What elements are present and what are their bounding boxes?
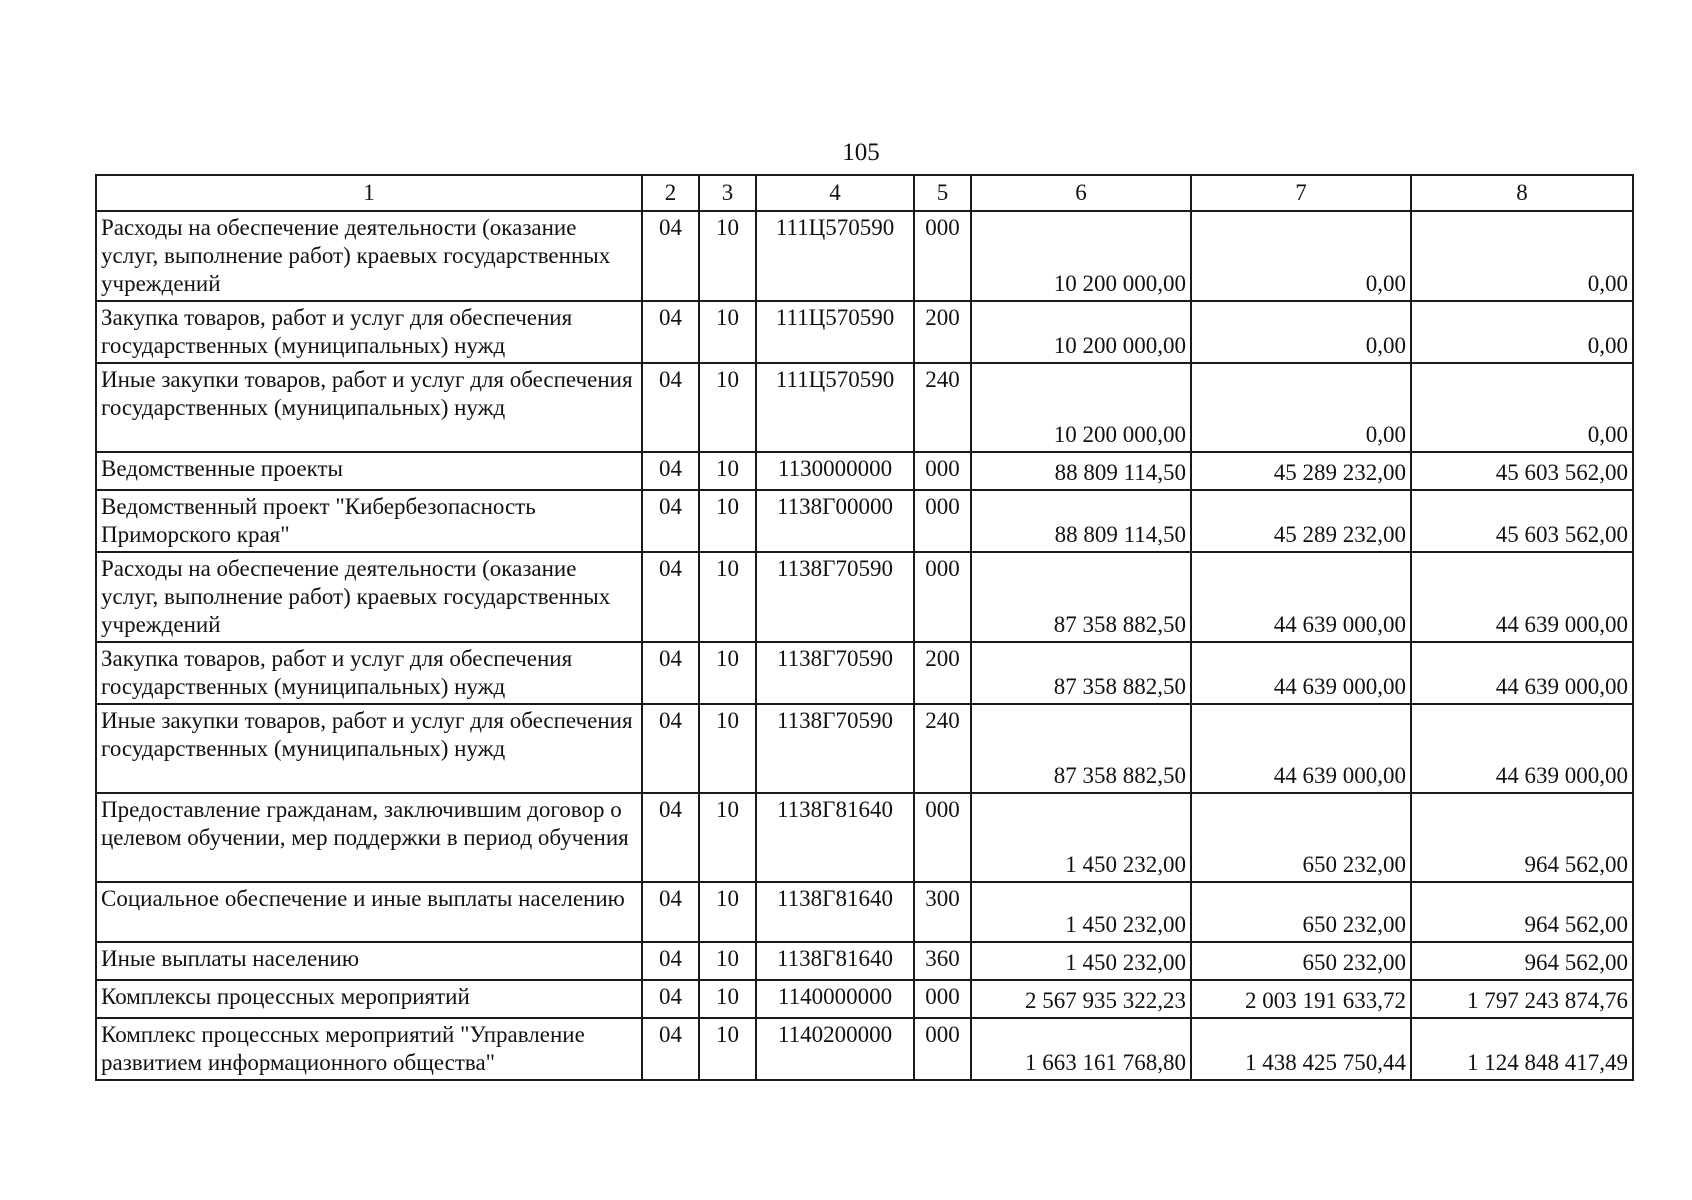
amount-year-1: 88 809 114,50 bbox=[971, 490, 1191, 552]
expense-type-code: 000 bbox=[914, 452, 971, 490]
section-code: 04 bbox=[642, 942, 699, 980]
amount-year-1: 87 358 882,50 bbox=[971, 704, 1191, 793]
amount-year-3: 45 603 562,00 bbox=[1411, 452, 1633, 490]
amount-year-2: 0,00 bbox=[1191, 211, 1411, 301]
amount-year-3: 964 562,00 bbox=[1411, 882, 1633, 942]
amount-year-2: 0,00 bbox=[1191, 363, 1411, 452]
section-code: 04 bbox=[642, 793, 699, 882]
amount-year-1: 1 450 232,00 bbox=[971, 942, 1191, 980]
expense-type-code: 300 bbox=[914, 882, 971, 942]
subsection-code: 10 bbox=[699, 882, 756, 942]
section-code: 04 bbox=[642, 552, 699, 642]
amount-year-2: 44 639 000,00 bbox=[1191, 642, 1411, 704]
amount-year-2: 650 232,00 bbox=[1191, 942, 1411, 980]
target-article-code: 1138Г70590 bbox=[756, 642, 914, 704]
table-row bbox=[96, 642, 1633, 704]
table-row bbox=[96, 704, 1633, 793]
table-row bbox=[96, 552, 1633, 642]
expense-name: Расходы на обеспечение деятельности (оказание услуг, выполнение работ) краевых государственных учреждений bbox=[96, 552, 642, 642]
expense-type-code: 200 bbox=[914, 301, 971, 363]
amount-year-2: 45 289 232,00 bbox=[1191, 452, 1411, 490]
expense-type-code: 000 bbox=[914, 1018, 971, 1080]
expense-name: Комплексы процессных мероприятий bbox=[96, 980, 642, 1018]
column-header: 2 bbox=[642, 175, 699, 211]
expense-name: Иные закупки товаров, работ и услуг для обеспечения государственных (муниципальных) нужд bbox=[96, 704, 642, 793]
budget-table bbox=[95, 174, 1634, 1081]
amount-year-3: 0,00 bbox=[1411, 363, 1633, 452]
subsection-code: 10 bbox=[699, 490, 756, 552]
amount-year-2: 44 639 000,00 bbox=[1191, 704, 1411, 793]
expense-name: Предоставление гражданам, заключившим договор о целевом обучении, мер поддержки в период обучения bbox=[96, 793, 642, 882]
expense-name: Комплекс процессных мероприятий "Управление развитием информационного общества" bbox=[96, 1018, 642, 1080]
expense-type-code: 360 bbox=[914, 942, 971, 980]
table-row bbox=[96, 1018, 1633, 1080]
target-article-code: 111Ц570590 bbox=[756, 363, 914, 452]
subsection-code: 10 bbox=[699, 1018, 756, 1080]
amount-year-3: 45 603 562,00 bbox=[1411, 490, 1633, 552]
expense-type-code: 240 bbox=[914, 704, 971, 793]
target-article-code: 111Ц570590 bbox=[756, 211, 914, 301]
amount-year-1: 87 358 882,50 bbox=[971, 642, 1191, 704]
subsection-code: 10 bbox=[699, 301, 756, 363]
target-article-code: 1140000000 bbox=[756, 980, 914, 1018]
target-article-code: 111Ц570590 bbox=[756, 301, 914, 363]
amount-year-3: 44 639 000,00 bbox=[1411, 642, 1633, 704]
expense-name: Закупка товаров, работ и услуг для обеспечения государственных (муниципальных) нужд bbox=[96, 301, 642, 363]
subsection-code: 10 bbox=[699, 552, 756, 642]
amount-year-1: 1 663 161 768,80 bbox=[971, 1018, 1191, 1080]
column-header: 4 bbox=[756, 175, 914, 211]
amount-year-3: 1 124 848 417,49 bbox=[1411, 1018, 1633, 1080]
section-code: 04 bbox=[642, 490, 699, 552]
column-header: 5 bbox=[914, 175, 971, 211]
expense-name: Закупка товаров, работ и услуг для обеспечения государственных (муниципальных) нужд bbox=[96, 642, 642, 704]
section-code: 04 bbox=[642, 980, 699, 1018]
table-row bbox=[96, 490, 1633, 552]
target-article-code: 1130000000 bbox=[756, 452, 914, 490]
target-article-code: 1138Г81640 bbox=[756, 882, 914, 942]
amount-year-1: 10 200 000,00 bbox=[971, 211, 1191, 301]
section-code: 04 bbox=[642, 211, 699, 301]
amount-year-2: 44 639 000,00 bbox=[1191, 552, 1411, 642]
page-number: 105 bbox=[842, 139, 880, 166]
table-row bbox=[96, 363, 1633, 452]
column-header: 3 bbox=[699, 175, 756, 211]
expense-name: Социальное обеспечение и иные выплаты населению bbox=[96, 882, 642, 942]
amount-year-2: 0,00 bbox=[1191, 301, 1411, 363]
expense-type-code: 000 bbox=[914, 552, 971, 642]
target-article-code: 1138Г00000 bbox=[756, 490, 914, 552]
expense-type-code: 000 bbox=[914, 211, 971, 301]
section-code: 04 bbox=[642, 1018, 699, 1080]
amount-year-3: 0,00 bbox=[1411, 301, 1633, 363]
table-row bbox=[96, 211, 1633, 301]
amount-year-1: 2 567 935 322,23 bbox=[971, 980, 1191, 1018]
subsection-code: 10 bbox=[699, 452, 756, 490]
table-row bbox=[96, 882, 1633, 942]
table-row bbox=[96, 980, 1633, 1018]
amount-year-2: 1 438 425 750,44 bbox=[1191, 1018, 1411, 1080]
column-header: 8 bbox=[1411, 175, 1633, 211]
section-code: 04 bbox=[642, 452, 699, 490]
expense-name: Ведомственный проект "Кибербезопасность Приморского края" bbox=[96, 490, 642, 552]
target-article-code: 1138Г81640 bbox=[756, 942, 914, 980]
subsection-code: 10 bbox=[699, 704, 756, 793]
expense-name: Расходы на обеспечение деятельности (оказание услуг, выполнение работ) краевых государственных учреждений bbox=[96, 211, 642, 301]
table-row bbox=[96, 301, 1633, 363]
amount-year-3: 964 562,00 bbox=[1411, 942, 1633, 980]
expense-type-code: 000 bbox=[914, 490, 971, 552]
table-header-row bbox=[96, 175, 1633, 211]
table-row bbox=[96, 452, 1633, 490]
amount-year-1: 10 200 000,00 bbox=[971, 301, 1191, 363]
subsection-code: 10 bbox=[699, 980, 756, 1018]
expense-name: Иные закупки товаров, работ и услуг для обеспечения государственных (муниципальных) нужд bbox=[96, 363, 642, 452]
amount-year-2: 650 232,00 bbox=[1191, 793, 1411, 882]
amount-year-1: 87 358 882,50 bbox=[971, 552, 1191, 642]
subsection-code: 10 bbox=[699, 942, 756, 980]
target-article-code: 1138Г70590 bbox=[756, 704, 914, 793]
target-article-code: 1138Г81640 bbox=[756, 793, 914, 882]
column-header: 1 bbox=[96, 175, 642, 211]
table-row bbox=[96, 793, 1633, 882]
expense-name: Ведомственные проекты bbox=[96, 452, 642, 490]
amount-year-3: 44 639 000,00 bbox=[1411, 552, 1633, 642]
expense-type-code: 200 bbox=[914, 642, 971, 704]
amount-year-1: 10 200 000,00 bbox=[971, 363, 1191, 452]
section-code: 04 bbox=[642, 363, 699, 452]
amount-year-1: 1 450 232,00 bbox=[971, 793, 1191, 882]
target-article-code: 1138Г70590 bbox=[756, 552, 914, 642]
subsection-code: 10 bbox=[699, 642, 756, 704]
target-article-code: 1140200000 bbox=[756, 1018, 914, 1080]
expense-name: Иные выплаты населению bbox=[96, 942, 642, 980]
column-header: 7 bbox=[1191, 175, 1411, 211]
amount-year-3: 0,00 bbox=[1411, 211, 1633, 301]
table-row bbox=[96, 942, 1633, 980]
amount-year-2: 2 003 191 633,72 bbox=[1191, 980, 1411, 1018]
expense-type-code: 240 bbox=[914, 363, 971, 452]
subsection-code: 10 bbox=[699, 793, 756, 882]
amount-year-2: 45 289 232,00 bbox=[1191, 490, 1411, 552]
amount-year-3: 964 562,00 bbox=[1411, 793, 1633, 882]
section-code: 04 bbox=[642, 301, 699, 363]
subsection-code: 10 bbox=[699, 363, 756, 452]
section-code: 04 bbox=[642, 704, 699, 793]
section-code: 04 bbox=[642, 642, 699, 704]
amount-year-3: 1 797 243 874,76 bbox=[1411, 980, 1633, 1018]
amount-year-2: 650 232,00 bbox=[1191, 882, 1411, 942]
amount-year-3: 44 639 000,00 bbox=[1411, 704, 1633, 793]
subsection-code: 10 bbox=[699, 211, 756, 301]
column-header: 6 bbox=[971, 175, 1191, 211]
expense-type-code: 000 bbox=[914, 980, 971, 1018]
amount-year-1: 88 809 114,50 bbox=[971, 452, 1191, 490]
section-code: 04 bbox=[642, 882, 699, 942]
expense-type-code: 000 bbox=[914, 793, 971, 882]
amount-year-1: 1 450 232,00 bbox=[971, 882, 1191, 942]
